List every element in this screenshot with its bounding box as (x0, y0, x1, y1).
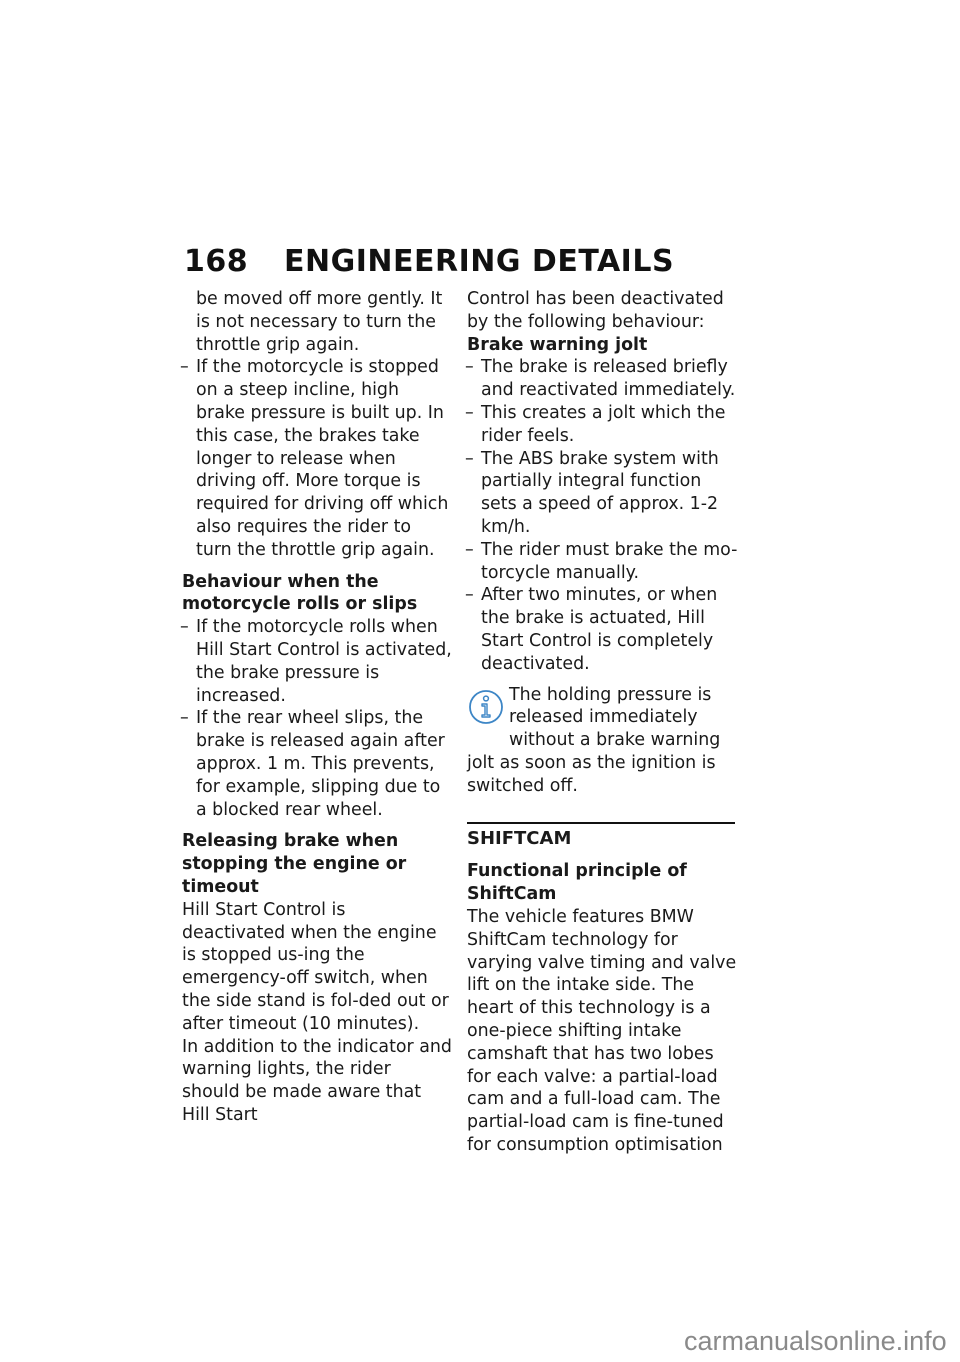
section-divider (467, 822, 735, 824)
paragraph: The vehicle features BMW ShiftCam technology for varying valve timing and valve lift on the intake side. The heart of this technology is a one-piece shifting intake camshaft that has two lobes for each valve: a partial-load cam and a full-load cam. The partial-load cam is fine-tuned for consumption optimisation (467, 906, 737, 1155)
watermark: carmanualsonline.info (684, 1326, 947, 1356)
paragraph: Hill Start Control is deactivated when the engine is stopped us-ing the emergency-off switch, when the side stand is fol-ded out or after timeout (10 minutes). (182, 899, 449, 1034)
subheading-release: Releasing brake when stopping the engine or timeout (182, 831, 407, 897)
page-header (184, 240, 674, 284)
list-item: – The rider must brake the mo-torcycle manually. (467, 539, 742, 585)
info-note (467, 684, 742, 798)
list-item: – If the rear wheel slips, the brake is released again after approx. 1 m. This prevents, for example, slipping due to a blocked rear wheel. (182, 707, 452, 821)
list-item: – If the motorcycle rolls when Hill Start Control is activated, the brake pressure is increased. (182, 616, 452, 707)
right-column (467, 288, 742, 1157)
subheading-shiftcam: Functional principle of ShiftCam (467, 861, 687, 905)
subheading-rolls: Behaviour when the motorcycle rolls or slips (182, 571, 418, 615)
page-number: 168 (184, 244, 249, 279)
continuation-text: be moved off more gently. It is not necessary to turn the throttle grip again. (196, 289, 443, 355)
list-item: – The ABS brake system with partially integral function sets a speed of approx. 1-2 km/h. (467, 448, 742, 539)
chapter-title: ENGINEERING DETAILS (284, 244, 675, 279)
list-item: – If the motorcycle is stopped on a steep incline, high brake pressure is built up. In this case, the brakes take longer to release when driving off. More torque is required for driving off which also requires the rider to turn the throttle grip again. (182, 356, 452, 561)
info-icon (467, 688, 505, 730)
list-item: – The brake is released briefly and reactivated immediately. (467, 356, 742, 402)
list-item: – After two minutes, or when the brake is actuated, Hill Start Control is completely deactivated. (467, 584, 742, 675)
paragraph: In addition to the indicator and warning lights, the rider should be made aware that Hill Start (182, 1036, 452, 1125)
left-column (182, 288, 452, 1127)
subheading-jolt: Brake warning jolt (467, 334, 648, 355)
note-text: The holding pressure is released immediately without a brake warning jolt as soon as the ignition is switched off. (467, 684, 721, 796)
list-item: – This creates a jolt which the rider feels. (467, 402, 742, 448)
continuation-text: Control has been deactivated by the following behaviour: (467, 289, 724, 332)
section-title: SHIFTCAM (467, 827, 572, 849)
